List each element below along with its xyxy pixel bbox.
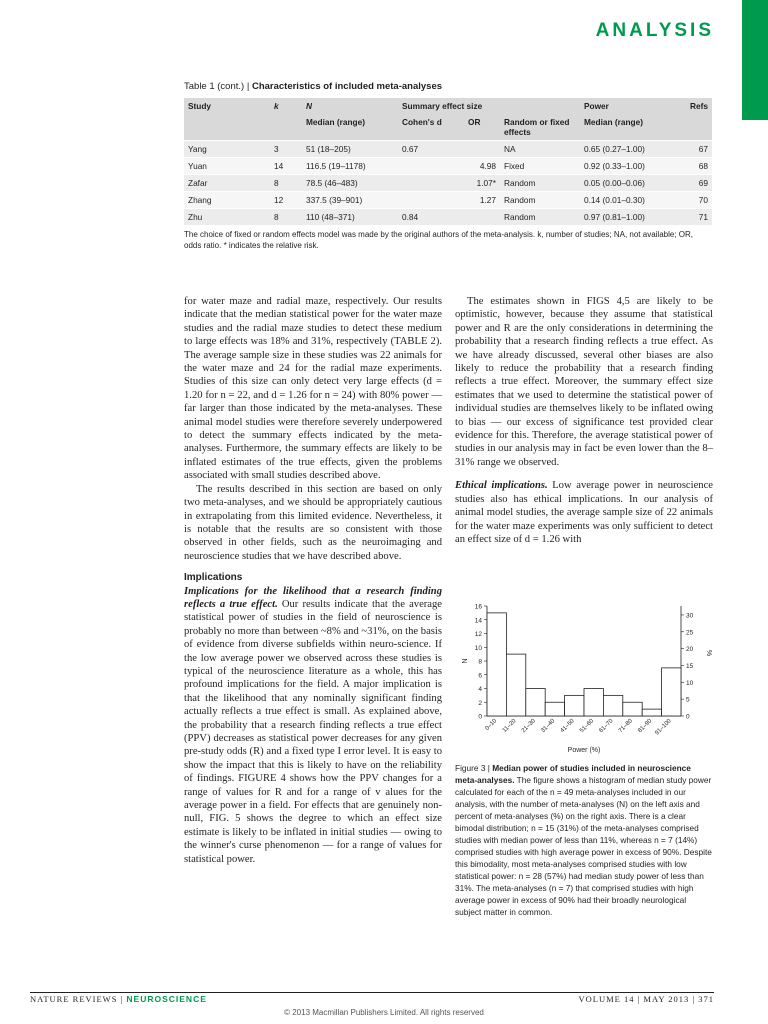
y-tick-label: 2 [478, 699, 482, 707]
cell-d [398, 192, 464, 209]
cell-ref: 69 [676, 175, 712, 192]
subheading: Implications for the likelihood that a research finding reflects a true effect. [184, 585, 442, 610]
cell-k: 12 [270, 192, 302, 209]
cell-power: 0.92 (0.33–1.00) [580, 158, 676, 175]
cell-study: Yuan [184, 158, 270, 175]
cell-ref: 67 [676, 141, 712, 158]
table-row [184, 158, 712, 175]
figure-caption [455, 762, 713, 918]
y-right-tick-label: 20 [686, 646, 694, 654]
histogram-bar [487, 613, 506, 716]
x-tick-label: 71–80 [617, 718, 634, 735]
x-tick-label: 81–90 [637, 718, 654, 735]
table-caption-title: Characteristics of included meta-analyses [251, 81, 443, 92]
cell-power: 0.97 (0.81–1.00) [580, 209, 676, 226]
meta-analyses-table [184, 98, 712, 225]
right-text-column [455, 295, 713, 546]
x-axis-label: Power (%) [567, 747, 601, 754]
y-right-tick-label: 25 [686, 629, 694, 637]
x-tick-label: 61–70 [598, 718, 615, 735]
histogram-bar [506, 654, 525, 716]
cell-power: 0.14 (0.01–0.30) [580, 192, 676, 209]
left-text-column [184, 295, 442, 866]
header-power-median: Median (range) [584, 117, 644, 127]
y-tick-label: 0 [478, 713, 482, 721]
figure-title: Median power of studies included in neuroscience meta-analyses. [455, 763, 691, 785]
histogram-bar [662, 668, 681, 716]
cell-n: 78.5 (46–483) [302, 175, 398, 192]
cell-k: 8 [270, 175, 302, 192]
cell-model: Random [500, 175, 580, 192]
x-tick-label: 31–40 [540, 718, 557, 735]
histogram-bar [642, 709, 661, 716]
cell-or: 1.07* [464, 175, 500, 192]
y-tick-label: 8 [478, 658, 482, 666]
cell-power: 0.05 (0.00–0.06) [580, 175, 676, 192]
paragraph: The estimates shown in FIGS 4,5 are likely to be optimistic, however, because they assume that statistical power and R are the only considerations in determining the probability that a research finding reflects a true effect. As we have already discussed, several other biases are also likely to reduce the probability that a research finding reflects a true effect. Moreover, the summary effect size estimates that we used to determine the statistical power of individual studies are themselves likely to be inflated owing to bias — our excess of significance test provided clear evidence for this. Therefore, the average statistical power of studies in our analysis may in fact be even lower than the 8–31% range we observed. [455, 296, 713, 468]
table-row [184, 209, 712, 226]
cell-d [398, 175, 464, 192]
table-caption-prefix: Table 1 (cont.) | [184, 81, 252, 92]
header-n: N [306, 101, 312, 111]
y-tick-label: 12 [474, 631, 482, 638]
table-block [184, 81, 712, 251]
cell-model: NA [500, 141, 580, 158]
header-or: OR [468, 117, 481, 127]
paragraph-text: Low average power in neuroscience studies also has ethical implications. In our analysis of animal model studies, the average sample size of 22 animals for the water maze experiments was only sufficient to detect an effect size of d = 1.26 with [455, 480, 713, 545]
footer-divider [30, 992, 714, 993]
y-right-tick-label: 10 [686, 679, 694, 687]
figure-caption-text: The figure shows a histogram of median study power calculated for each of the n = 49 meta-analyses included in our analysis, with the number of meta-analyses (N) on the left axis and percent of meta-analyses (%) on the right axis. There is a clear bimodal distribution; n = 15 (31%) of the meta-analyses comprised studies with median power of less than 11%, whereas n = 7 (14%) comprised studies with high average power in excess of 90%. Despite this bimodality, most meta-analyses comprised studies with low statistical power: n = 28 (57%) had median study power of less than 31%. The meta-analyses (n = 7) that comprised studies with high average power in excess of 90% had their broadly neurological subject matter in common. [455, 775, 712, 917]
cell-d: 0.67 [398, 141, 464, 158]
header-power: Power [584, 101, 609, 111]
cell-model: Fixed [500, 158, 580, 175]
histogram-bar [603, 695, 622, 716]
cell-k: 14 [270, 158, 302, 175]
cell-study: Zhang [184, 192, 270, 209]
section-heading: Implications [184, 572, 243, 584]
cell-ref: 68 [676, 158, 712, 175]
x-tick-label: 41–50 [559, 718, 576, 735]
footer-issue: VOLUME 14 | MAY 2013 | 371 [578, 994, 714, 1004]
y-right-tick-label: 30 [686, 612, 694, 620]
x-tick-label: 91–100 [654, 718, 673, 737]
cell-n: 337.5 (39–901) [302, 192, 398, 209]
y-tick-label: 14 [474, 617, 482, 625]
cell-d [398, 158, 464, 175]
x-tick-label: 0–10 [484, 718, 499, 732]
paragraph [184, 585, 442, 867]
cell-or [464, 209, 500, 226]
table-caption [184, 81, 712, 92]
cell-n: 116.5 (19–1178) [302, 158, 398, 175]
header-study: Study [188, 101, 212, 111]
footer-journal-name: NEUROSCIENCE [126, 994, 207, 1004]
histogram-bar [565, 695, 584, 716]
header-k: k [274, 101, 279, 111]
table-footnote: The choice of fixed or random effects model was made by the original authors of the meta-analysis. k, number of studies; NA, not available; OR, odds ratio. * indicates the relative risk. [184, 230, 693, 250]
cell-or: 4.98 [464, 158, 500, 175]
y-right-tick-label: 5 [686, 696, 690, 704]
cell-ref: 70 [676, 192, 712, 209]
y-tick-label: 10 [474, 644, 482, 652]
figure-label: Figure 3 | [455, 763, 493, 773]
histogram-bar [545, 702, 564, 716]
cell-k: 3 [270, 141, 302, 158]
paragraph: The results described in this section are based on only two meta-analyses, and we should be appropriately cautious in extrapolating from this limited evidence. Nevertheless, it is notable that the results are so consistent with those observed in other fields, such as the neuroimaging and neuroscience studies that we have described above. [184, 483, 442, 562]
cell-ref: 71 [676, 209, 712, 226]
header-median-range: Median (range) [306, 117, 366, 127]
y-right-axis-label: % [705, 649, 712, 657]
cell-n: 110 (48–371) [302, 209, 398, 226]
cell-n: 51 (18–205) [302, 141, 398, 158]
y-tick-label: 4 [478, 686, 482, 693]
cell-model: Random [500, 209, 580, 226]
power-histogram [455, 596, 713, 756]
header-random-fixed: Random or fixed effects [504, 117, 570, 137]
histogram-bar [584, 689, 603, 717]
cell-or: 1.27 [464, 192, 500, 209]
paragraph: for water maze and radial maze, respectively. Our results indicate that the median statistical power for the water maze studies and the radial maze studies to detect these medium to large effects was 18% and 31%, respectively (TABLE 2). The average sample size in these studies was 22 animals for the water maze and 24 for the radial maze experiments. Studies of this size can only detect very large effects (d = 1.20 for n = 22, and d = 1.26 for n = 24) with 80% power — far larger than those indicated by the meta-analyses. These animal model studies were therefore severely underpowered to detect the summary effects indicated by the meta-analyses. Furthermore, the summary effects are likely to be inflated estimates of the true effects, given the problems associated with small studies described above. [184, 296, 442, 482]
y-axis-label: N [462, 658, 469, 664]
histogram-bar [623, 702, 642, 716]
section-label: ANALYSIS [595, 20, 714, 41]
x-tick-label: 11–20 [501, 718, 518, 734]
cell-model: Random [500, 192, 580, 209]
y-right-tick-label: 0 [686, 713, 690, 721]
section-tab-marker [742, 0, 768, 120]
subheading: Ethical implications. [455, 480, 548, 492]
cell-d: 0.84 [398, 209, 464, 226]
cell-k: 8 [270, 209, 302, 226]
histogram-bar [526, 689, 545, 717]
y-tick-label: 16 [474, 603, 482, 611]
cell-study: Zhu [184, 209, 270, 226]
cell-or [464, 141, 500, 158]
x-tick-label: 51–60 [579, 718, 596, 735]
header-summary: Summary effect size [402, 101, 483, 111]
paragraph [455, 479, 713, 546]
y-tick-label: 6 [478, 672, 482, 680]
x-tick-label: 21–30 [520, 718, 537, 735]
table-row [184, 141, 712, 158]
table-row [184, 175, 712, 192]
header-refs: Refs [690, 101, 708, 111]
footer-journal [30, 994, 207, 1004]
y-right-tick-label: 15 [686, 662, 694, 670]
table-row [184, 192, 712, 209]
cell-study: Zafar [184, 175, 270, 192]
paragraph-text: Our results indicate that the average statistical power of studies in the field of neuroscience is probably no more than between ~8% and ~31%, on the basis of evidence from diverse subfields within neuro-science. If the low average power we observed across these studies is typical of the neuroscience literature as a whole, this has profound implications for the field. A major implication is that the likelihood that any nominally significant finding actually reflects a true effect is small. As explained above, the probability that a research finding reflects a true effect (PPV) decreases as statistical power decreases for any given pre-study odds (R) and a fixed type I error level. It is easy to show the impact that this is likely to have on the reliability of findings. FIGURE 4 shows how the PPV changes for a range of values for R and for a range of v alues for the average power in a field. For effects that are genuinely non-null, FIG. 5 shows the degree to which an effect size estimate is likely to be inflated in initial studies — owing to the winner's curse phenomenon — for a range of values for statistical power. [184, 598, 442, 865]
cell-power: 0.65 (0.27–1.00) [580, 141, 676, 158]
header-cohens-d: Cohen's d [402, 117, 442, 127]
footer-journal-prefix: NATURE REVIEWS | [30, 994, 127, 1004]
cell-study: Yang [184, 141, 270, 158]
copyright-notice: © 2013 Macmillan Publishers Limited. All rights reserved [284, 1008, 484, 1017]
